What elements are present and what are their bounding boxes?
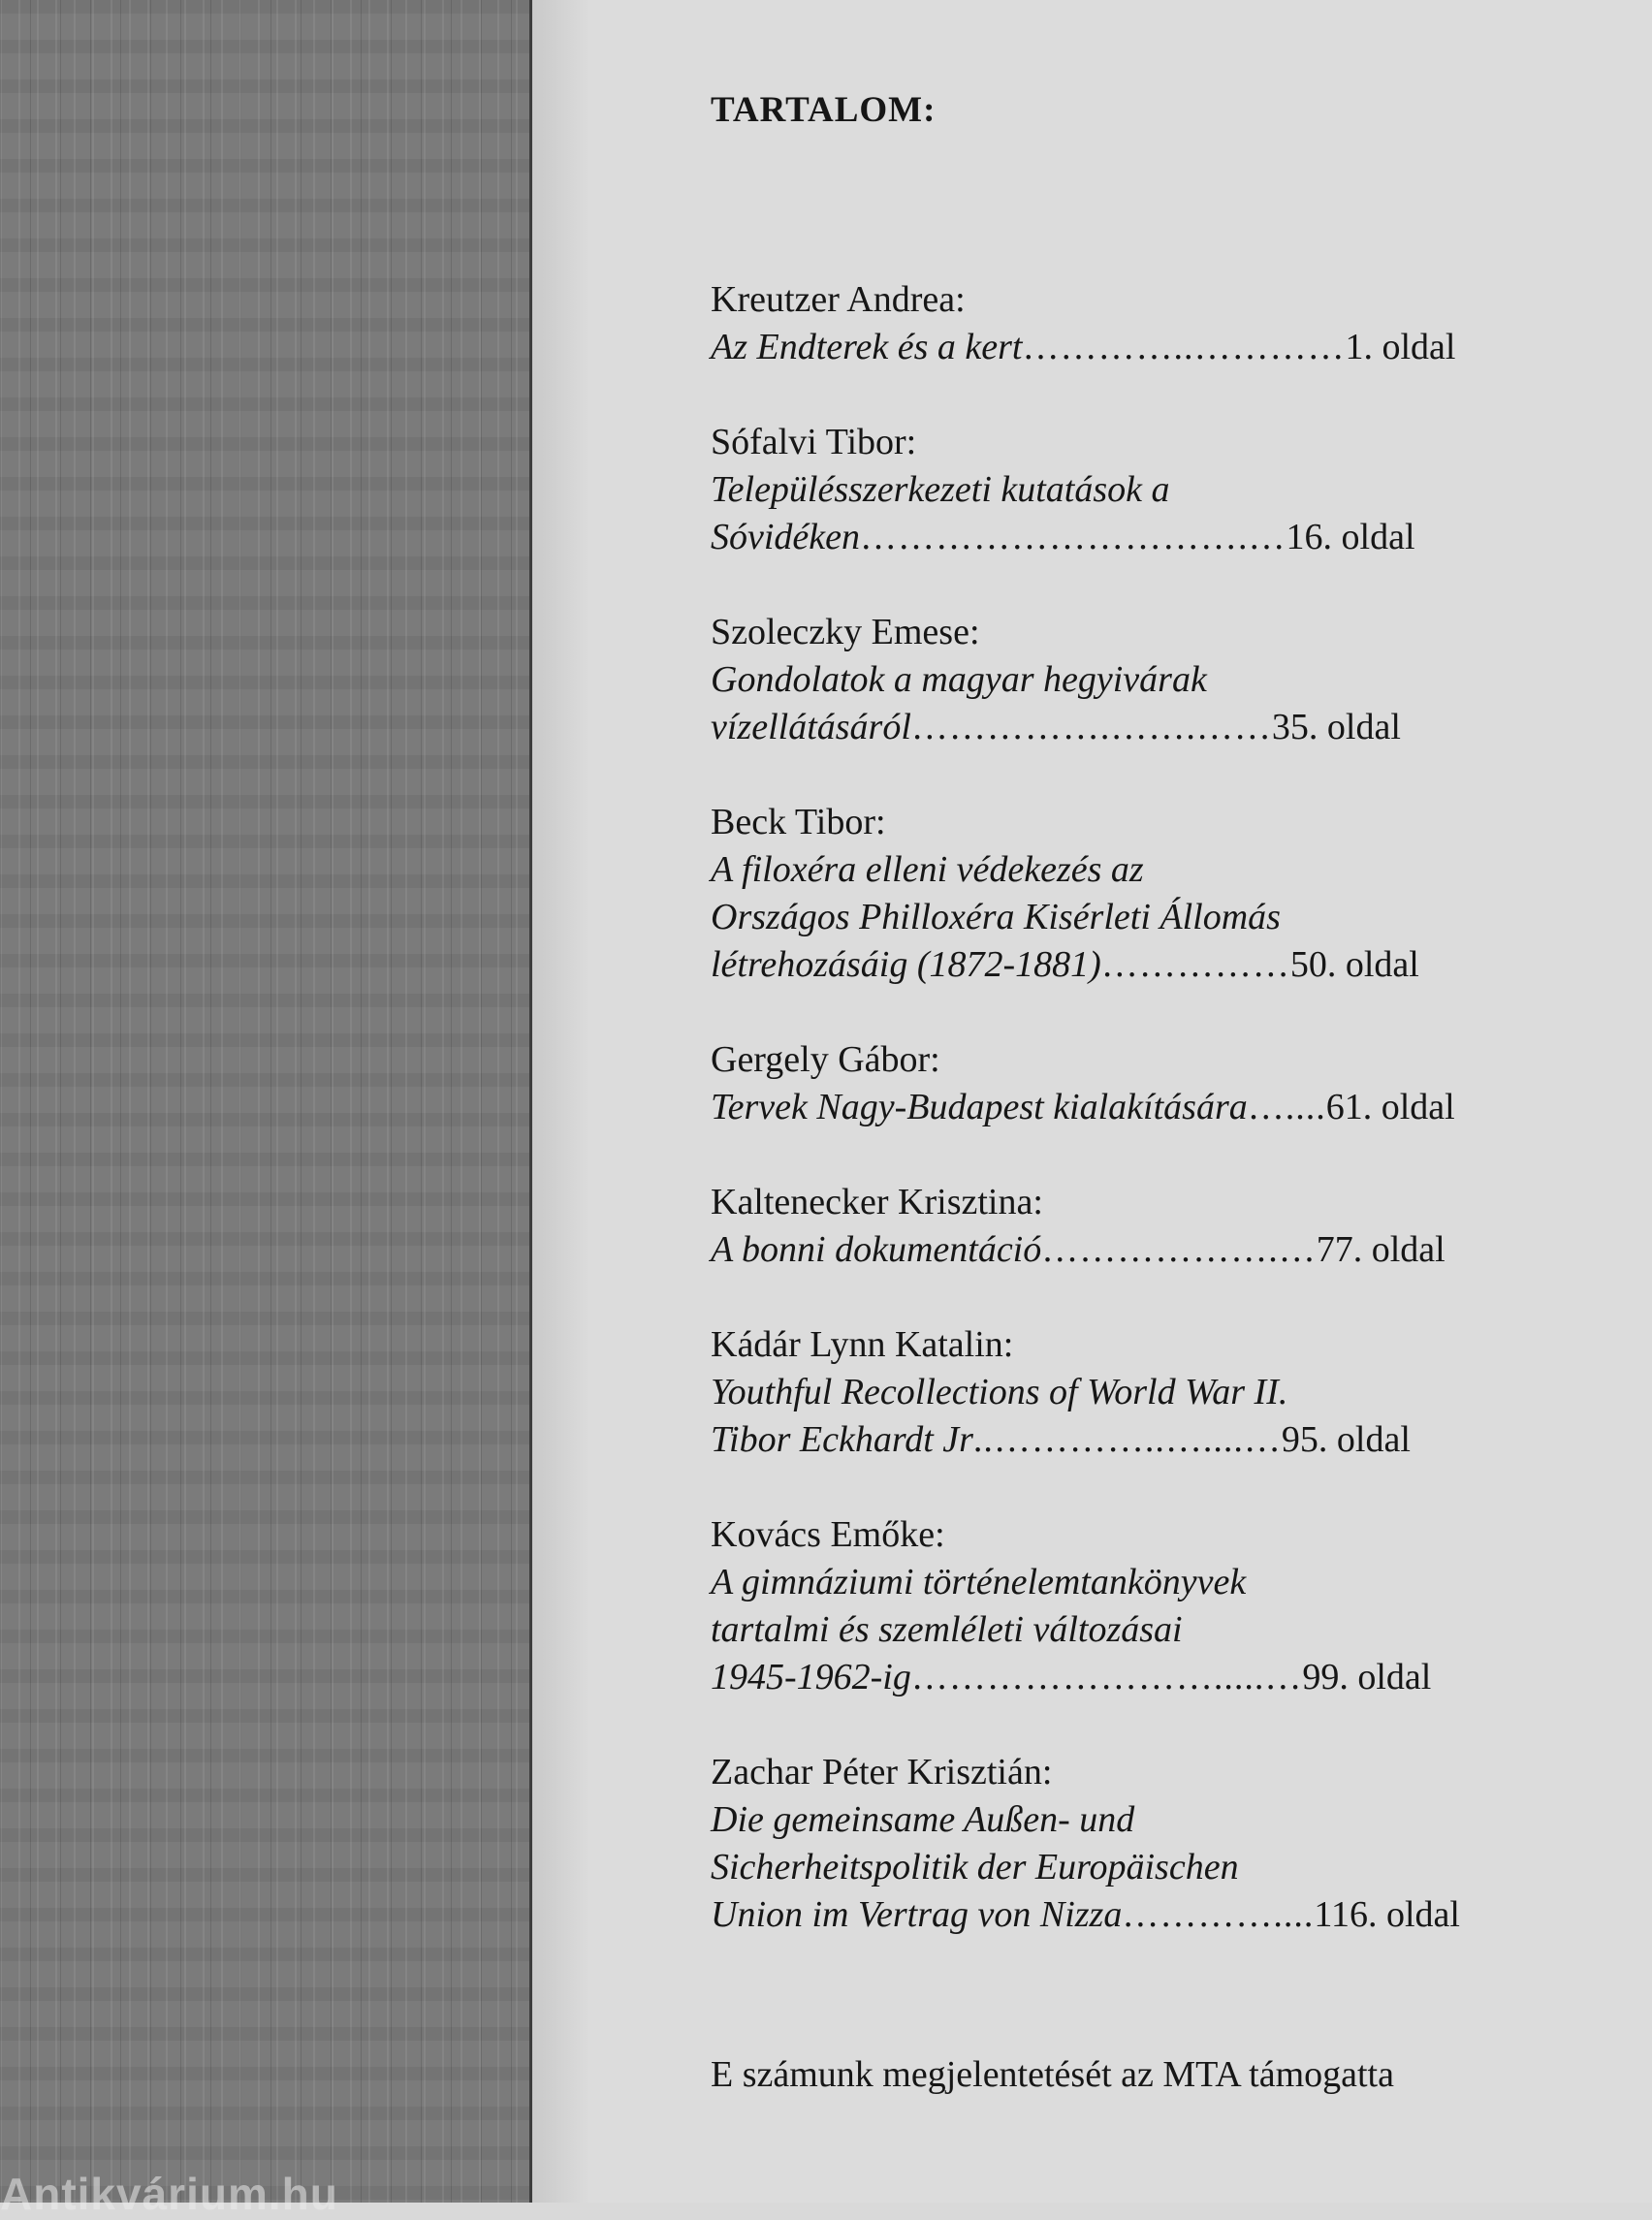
toc-entry [711, 609, 1564, 751]
leader-dots: …………..………… [1022, 327, 1346, 367]
entry-title-line: A bonni dokumentáció [711, 1229, 1042, 1270]
entry-title-line: létrehozásáig (1872-1881) [711, 944, 1101, 985]
entry-author: Sófalvi Tibor: [711, 422, 917, 462]
page-number: 77. oldal [1316, 1229, 1446, 1270]
entry-title-line: A gimnáziumi történelemtankönyvek [711, 1562, 1247, 1602]
entry-title-line: A filoxéra elleni védekezés az [711, 849, 1144, 890]
entry-title-line: Országos Philloxéra Kisérleti Állomás [711, 897, 1281, 937]
entry-title-line: Tibor Eckhardt Jr [711, 1419, 973, 1460]
page-number: 35. oldal [1271, 707, 1401, 747]
toc-entry [711, 1179, 1564, 1274]
entry-last-line [711, 324, 1564, 371]
entry-last-line [711, 514, 1564, 561]
entry-title-line: vízellátásáról [711, 707, 911, 747]
leader-dots: ………….... [1122, 1894, 1315, 1935]
entry-last-line [711, 1084, 1564, 1131]
support-note: E számunk megjelentetését az MTA támogatta [711, 2054, 1394, 2095]
page-number: 16. oldal [1286, 517, 1415, 557]
page-number: 61. oldal [1325, 1087, 1455, 1127]
entry-author: Kovács Emőke: [711, 1514, 945, 1555]
entry-title-line: Sóvidéken [711, 517, 861, 557]
entry-author: Kaltenecker Krisztina: [711, 1182, 1043, 1222]
page-number: 1. oldal [1345, 327, 1456, 367]
entry-author: Gergely Gábor: [711, 1039, 940, 1080]
entry-title-line: Die gemeinsame Außen- und [711, 1799, 1135, 1840]
toc-entry [711, 1511, 1564, 1701]
leader-dots: …………………….....… [910, 1657, 1303, 1697]
leader-dots: ………………………….… [860, 517, 1287, 557]
leader-dots: ..…………..…....… [972, 1419, 1282, 1460]
table-of-contents [711, 276, 1564, 1986]
entry-last-line [711, 1654, 1564, 1701]
entry-title-line: Az Endterek és a kert [711, 327, 1023, 367]
toc-entry [711, 799, 1564, 989]
entry-title-line: Településszerkezeti kutatások a [711, 469, 1170, 510]
toc-title: TARTALOM: [711, 90, 937, 130]
entry-title-line: Youthful Recollections of World War II. [711, 1372, 1288, 1412]
entry-author: Beck Tibor: [711, 802, 886, 842]
page-number: 99. oldal [1302, 1657, 1432, 1697]
toc-entry [711, 1749, 1564, 1939]
page-number: 95. oldal [1281, 1419, 1411, 1460]
entry-title-line: Tervek Nagy-Budapest kialakítására [711, 1087, 1248, 1127]
entry-title-line: 1945-1962-ig [711, 1657, 911, 1697]
entry-last-line [711, 704, 1564, 751]
entry-last-line [711, 1416, 1564, 1464]
toc-entry [711, 1036, 1564, 1131]
page-number: 116. oldal [1314, 1894, 1460, 1935]
toc-entry [711, 1321, 1564, 1464]
entry-last-line [711, 1891, 1564, 1939]
entry-author: Kreutzer Andrea: [711, 279, 966, 320]
toc-entry [711, 419, 1564, 561]
entry-title-line: Gondolatok a magyar hegyivárak [711, 659, 1207, 700]
page-number: 50. oldal [1289, 944, 1419, 985]
book-cover-edge [0, 0, 532, 2219]
entry-author: Zachar Péter Krisztián: [711, 1752, 1053, 1792]
entry-title-line: Sicherheitspolitik der Europäischen [711, 1847, 1239, 1887]
entry-last-line [711, 941, 1564, 989]
watermark-text: Antikvárium.hu [0, 2169, 338, 2219]
leader-dots: ……………….… [1041, 1229, 1317, 1270]
leader-dots: …………… [1100, 944, 1290, 985]
entry-last-line [711, 1226, 1564, 1274]
entry-author: Kádár Lynn Katalin: [711, 1324, 1014, 1365]
leader-dots: ….... [1247, 1087, 1326, 1127]
toc-entry [711, 276, 1564, 371]
entry-title-line: tartalmi és szemléleti változásai [711, 1609, 1183, 1650]
entry-author: Szoleczky Emese: [711, 612, 980, 652]
leader-dots: …………….…….…… [910, 707, 1272, 747]
entry-title-line: Union im Vertrag von Nizza [711, 1894, 1123, 1935]
